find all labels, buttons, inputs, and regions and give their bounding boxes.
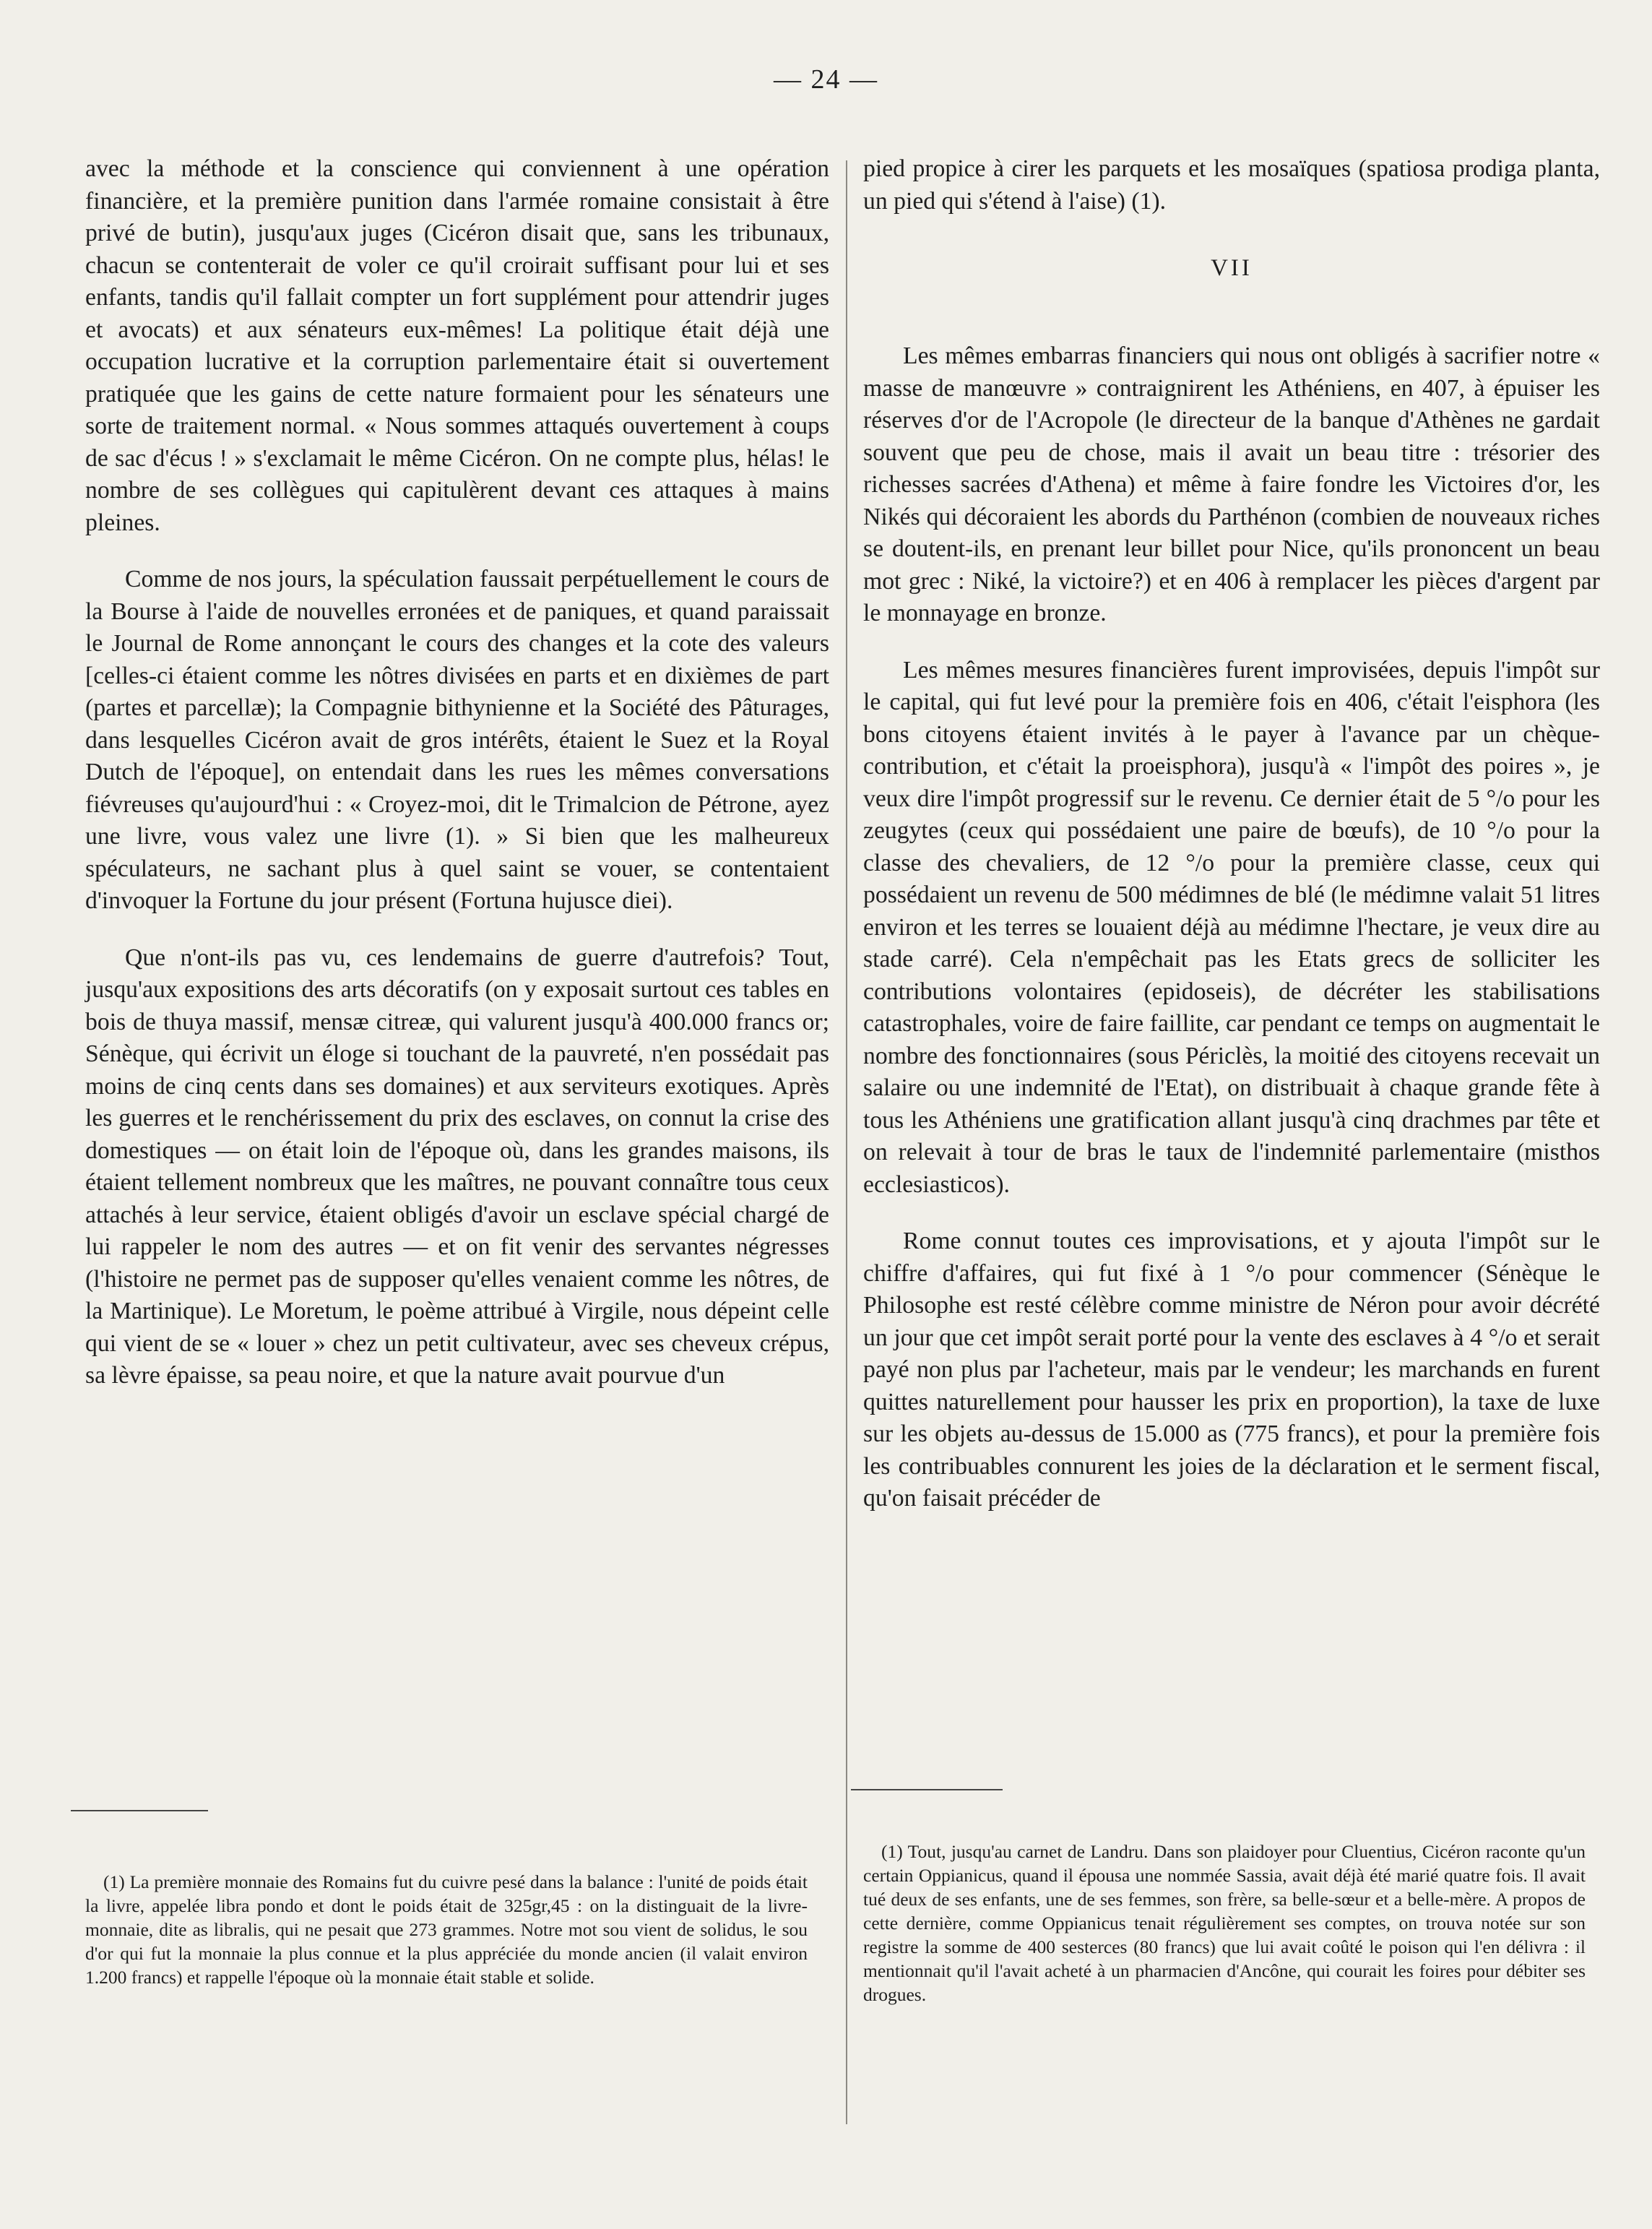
right-paragraph-3: Les mêmes mesures financières furent improvisées, depuis l'impôt sur le capital, qui fut levé pour la première fois en 406, c'était l'eisphora (les bons citoyens étaient invités à le payer à l'avance par un chèque-contribution, et c'était la proeisphora), jusqu'à « l'impôt des poires », je veux dire l'impôt progressif sur le revenu. Ce dernier était de 5 °/o pour les zeugytes (ceux qui possédaient une paire de bœufs), de 10 °/o pour la classe des chevaliers, de 12 °/o pour la première classe, ceux qui possédaient un revenu de 500 médimnes de blé (le médimne valait 51 litres environ et les terres se louaient déjà au médimne l'hectare, je veux dire au stade carré). Cela n'empêchait pas les Etats grecs de solliciter les contributions volontaires (epidoseis), de décréter les stabilisations catastrophales, voire de faire faillite, car pendant ce temps on augmentait le nombre des fonctionnaires (sous Périclès, la moitié des citoyens recevait un salaire ou une indemnité de l'Etat), on distribuait à chaque grande fête à tous les Athéniens une gratification allant jusqu'à cinq drachmes par tête et on relevait à tour de bras le taux de l'indemnité parlementaire (misthos ecclesiasticos). xyxy=(863,656,1600,1198)
footnote-left: (1) La première monnaie des Romains fut du cuivre pesé dans la balance : l'unité de poids était la livre, appelée libra pondo et dont le poids était de 325gr,45 : on la distinguait de la livre-monnaie, dite as libralis, qui ne pesait que 273 grammes. Notre mot sou vient de solidus, le sou d'or qui fut la monnaie la plus connue et la plus appréciée du monde ancien (il valait environ 1.200 francs) et rappelle l'époque où la monnaie était stable et solide. xyxy=(85,1871,808,1988)
left-paragraph-2: Comme de nos jours, la spéculation faussait perpétuellement le cours de la Bourse à l'aide de nouvelles erronées et de paniques, et quand paraissait le Journal de Rome annonçant le cours des changes et la cote des valeurs [celles-ci étaient comme les nôtres divisées en parts et en dixièmes de part (partes et parcellæ); la Compagnie bithynienne et la Société des Pâturages, dans lesquelles Cicéron avait de gros intérêts, étaient le Suez et la Royal Dutch de l'époque], on entendait dans les rues les mêmes conversations fiévreuses qu'aujourd'hui : « Croyez-moi, dit le Trimalcion de Pétrone, ayez une livre, vous valez une livre (1). » Si bien que les malheureux spéculateurs, ne sachant plus à quel saint se vouer, se contentaient d'invoquer la Fortune du jour présent (Fortuna hujusce diei). xyxy=(85,566,829,914)
left-column xyxy=(85,153,829,1392)
footnote-rule-right xyxy=(851,1789,1003,1790)
section-heading: VII xyxy=(1211,255,1253,281)
right-paragraph-2: Les mêmes embarras financiers qui nous ont obligés à sacrifier notre « masse de manœuvre » contraignirent les Athéniens, en 407, à épuiser les réserves d'or de l'Acropole (le directeur de la banque d'Athènes ne gardait souvent que peu de chose, mais il avait un beau titre : trésorier des richesses sacrées d'Athena) et même à faire fondre les Victoires d'or, les Nikés qui décoraient les abords du Parthénon (combien de nouveaux riches se doutent-ils, en prenant leur billet pour Nice, qu'ils prononcent un beau mot grec : Niké, la victoire?) et en 406 à remplacer les pièces d'argent par le monnayage en bronze. xyxy=(863,342,1600,626)
left-paragraph-1: avec la méthode et la conscience qui conviennent à une opération financière, et la première punition dans l'armée romaine consistait à être privé de butin), jusqu'aux juges (Cicéron disait que, sans les tribunaux, chacun se contenterait de voler ce qu'il croirait suffisant pour lui et ses enfants, tandis qu'il fallait compter un fort supplément pour attendrir juges et avocats) et aux sénateurs eux-mêmes! La politique était déjà une occupation lucrative et la corruption parlementaire était si ouvertement pratiquée que les gains de cette nature formaient pour les sénateurs une sorte de traitement normal. « Nous sommes attaqués ouvertement à coups de sac d'écus ! » s'exclamait le même Cicéron. On ne compte plus, hélas! le nombre de ses collègues qui capitulèrent devant ces attaques à mains pleines. xyxy=(85,155,829,536)
column-divider xyxy=(846,160,847,2124)
left-paragraph-3: Que n'ont-ils pas vu, ces lendemains de guerre d'autrefois? Tout, jusqu'aux expositions des arts décoratifs (on y exposait surtout ces tables en bois de thuya massif, mensæ citreæ, qui valurent jusqu'à 400.000 francs or; Sénèque, qui écrivit un éloge si touchant de la pauvreté, n'en possédait pas moins de cinq cents dans ses domaines) et aux serviteurs exotiques. Après les guerres et le renchérissement du prix des esclaves, on connut la crise des domestiques — on était loin de l'époque où, dans les grandes maisons, ils étaient tellement nombreux que les maîtres, ne pouvant connaître tous ceux attachés à leur service, étaient obligés d'avoir un esclave spécial chargé de lui rappeler le nom des autres — et on fit venir des servantes négresses (l'histoire ne permet pas de supposer qu'elles venaient comme les nôtres, de la Martinique). Le Moretum, le poème attribué à Virgile, nous dépeint celle qui vient de se « louer » chez un petit cultivateur, avec ses cheveux crépus, sa lèvre épaisse, sa peau noire, et que la nature avait pourvue d'un xyxy=(85,944,829,1389)
footnote-rule-left xyxy=(71,1810,208,1811)
right-paragraph-4: Rome connut toutes ces improvisations, et y ajouta l'impôt sur le chiffre d'affaires, qui fut fixé à 1 °/o pour commencer (Sénèque le Philosophe est resté célèbre comme ministre de Néron pour avoir décrété un jour que cet impôt serait porté pour la vente des esclaves à 4 °/o et serait payé non plus par l'acheteur, mais par le vendeur; les marchands en furent quittes naturellement pour hausser les prix en proportion), la taxe de luxe sur les objets au-dessus de 15.000 as (775 francs), et pour la première fois les contribuables connurent les joies de la déclaration et le serment fiscal, qu'on faisait précéder de xyxy=(863,1228,1600,1512)
right-paragraph-1: pied propice à cirer les parquets et les mosaïques (spatiosa prodiga planta, un pied qui s'étend à l'aise) (1). xyxy=(863,155,1600,215)
footnote-right: (1) Tout, jusqu'au carnet de Landru. Dans son plaidoyer pour Cluentius, Cicéron raconte qu'un certain Oppianicus, quand il épousa une nommée Sassia, avait déjà été marié quatre fois. Il avait tué deux de ses enfants, une de ses femmes, son frère, sa belle-sœur et a belle-mère. A propos de cette dernière, comme Oppianicus tenait régulièrement ses comptes, on trouva notée sur son registre la somme de 400 sesterces (80 francs) que lui avait coûté le poison qui l'en délivra : il mentionnait qu'il l'avait acheté à un pharmacien d'Ancône, qui courait les foires pour débiter ses drogues. xyxy=(863,1841,1586,2005)
right-column xyxy=(863,153,1600,1515)
page-number: — 24 — xyxy=(774,64,878,95)
